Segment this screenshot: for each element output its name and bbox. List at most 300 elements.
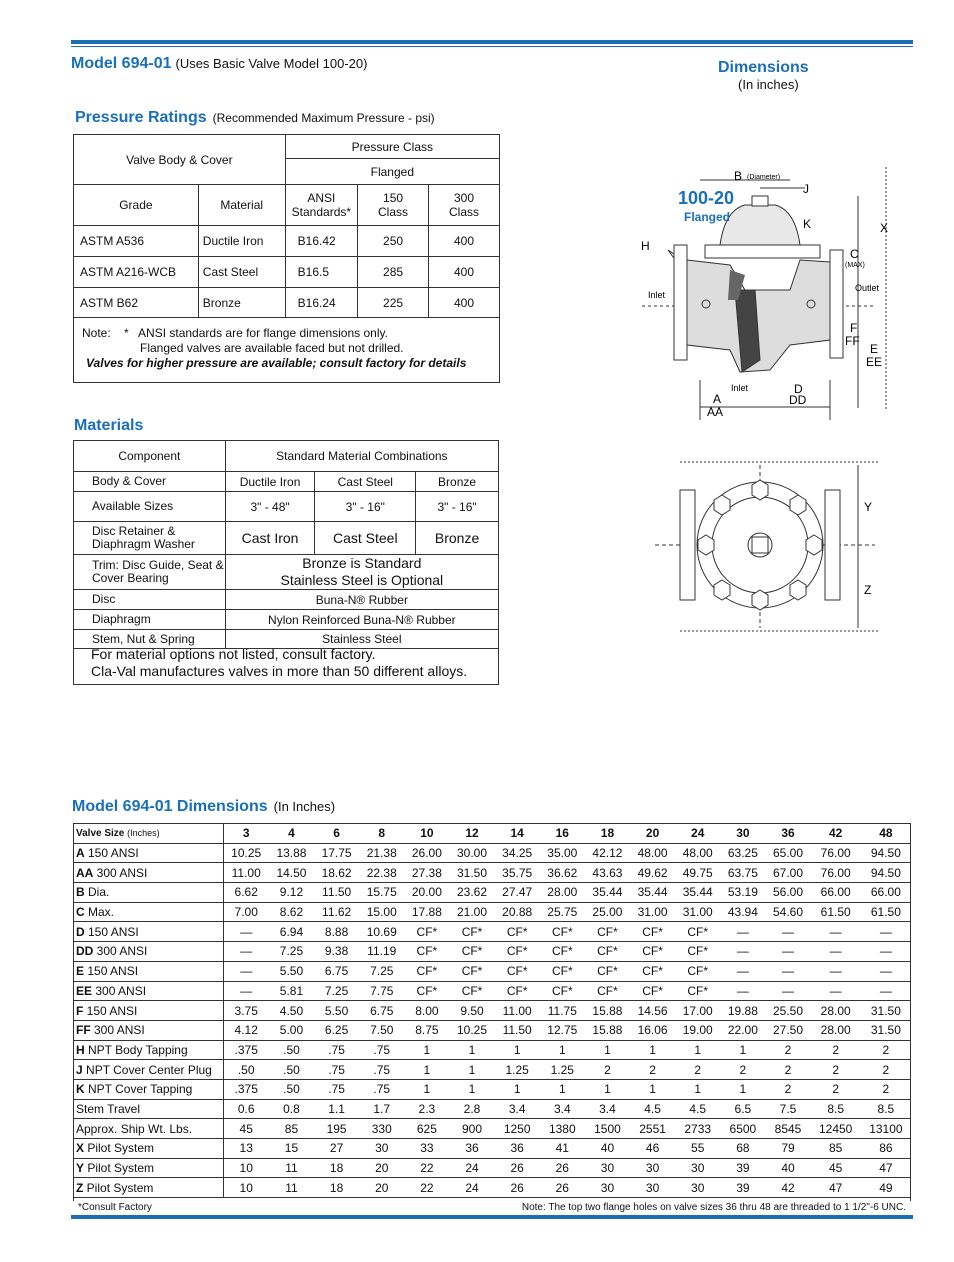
table-cell: 11 bbox=[269, 1178, 314, 1198]
table-cell: 27 bbox=[314, 1139, 359, 1159]
table-cell: 10 bbox=[223, 1158, 269, 1178]
table-cell: CF* bbox=[630, 981, 675, 1001]
table-cell: 13 bbox=[223, 1139, 269, 1159]
label-inlet: Inlet bbox=[648, 290, 666, 300]
table-row bbox=[73, 843, 911, 863]
table-cell: 63.25 bbox=[720, 843, 765, 863]
table-cell: CF* bbox=[675, 922, 720, 942]
label-h: H bbox=[641, 239, 650, 253]
table-cell: 30 bbox=[585, 1178, 630, 1198]
table-row: Trim: Disc Guide, Seat & Cover Bearing Bronze is Standard Stainless Steel is Optional bbox=[74, 555, 499, 590]
table-cell: 18 bbox=[314, 1178, 359, 1198]
row-label: K NPT Cover Tapping bbox=[73, 1079, 223, 1099]
table-cell: 13.88 bbox=[269, 843, 314, 863]
table-cell: 31.50 bbox=[861, 1001, 911, 1021]
table-cell: 8.5 bbox=[861, 1099, 911, 1119]
size-header: 3 bbox=[223, 824, 269, 844]
pr-h-grade: Grade bbox=[74, 185, 199, 226]
table-cell: 15 bbox=[269, 1139, 314, 1159]
table-cell: .50 bbox=[269, 1079, 314, 1099]
size-header: 20 bbox=[630, 824, 675, 844]
table-cell: — bbox=[861, 942, 911, 962]
pr-h-flanged: Flanged bbox=[285, 159, 499, 185]
table-cell: — bbox=[861, 981, 911, 1001]
table-cell: 28.00 bbox=[811, 1020, 861, 1040]
table-cell: 2551 bbox=[630, 1119, 675, 1139]
table-cell: 6.25 bbox=[314, 1020, 359, 1040]
table-cell: 56.00 bbox=[765, 883, 810, 903]
top-rule-thin bbox=[71, 46, 913, 47]
table-cell: 48.00 bbox=[630, 843, 675, 863]
table-cell: 11.62 bbox=[314, 902, 359, 922]
table-cell: 22.38 bbox=[359, 863, 404, 883]
table-cell: .50 bbox=[269, 1040, 314, 1060]
table-cell: 8.5 bbox=[811, 1099, 861, 1119]
table-cell: 11.50 bbox=[495, 1020, 540, 1040]
size-header: 18 bbox=[585, 824, 630, 844]
row-label: H NPT Body Tapping bbox=[73, 1040, 223, 1060]
table-cell: 14.56 bbox=[630, 1001, 675, 1021]
table-cell: 63.75 bbox=[720, 863, 765, 883]
pr-h-ansi: ANSI Standards* bbox=[285, 185, 357, 226]
table-row: Diaphragm Nylon Reinforced Buna-N® Rubber bbox=[74, 610, 499, 630]
table-cell: 85 bbox=[811, 1139, 861, 1159]
table-cell: 1 bbox=[540, 1079, 585, 1099]
table-cell: 42 bbox=[765, 1178, 810, 1198]
table-cell: .375 bbox=[223, 1079, 269, 1099]
label-b: B bbox=[734, 169, 743, 183]
table-row: Disc Buna-N® Rubber bbox=[74, 590, 499, 610]
table-cell: 26.00 bbox=[404, 843, 449, 863]
table-cell: 40 bbox=[585, 1139, 630, 1159]
table-cell: .75 bbox=[314, 1060, 359, 1080]
table-cell: 30 bbox=[675, 1158, 720, 1178]
size-header: 36 bbox=[765, 824, 810, 844]
table-cell: — bbox=[811, 981, 861, 1001]
table-row bbox=[73, 883, 911, 903]
table-cell: CF* bbox=[540, 942, 585, 962]
table-cell: 13100 bbox=[861, 1119, 911, 1139]
table-cell: CF* bbox=[404, 922, 449, 942]
table-row: Disc Retainer & Diaphragm Washer Cast Iron Cast Steel Bronze bbox=[74, 522, 499, 555]
table-cell: 2 bbox=[720, 1060, 765, 1080]
table-cell: 7.25 bbox=[359, 961, 404, 981]
table-cell: 42.12 bbox=[585, 843, 630, 863]
table-cell: 35.44 bbox=[585, 883, 630, 903]
table-row: Stem, Nut & Spring Stainless Steel bbox=[74, 630, 499, 649]
pr-h-material: Material bbox=[198, 185, 285, 226]
label-d: D bbox=[794, 382, 803, 396]
table-cell: 49.62 bbox=[630, 863, 675, 883]
table-cell: 1.25 bbox=[495, 1060, 540, 1080]
table-cell: 6.75 bbox=[359, 1001, 404, 1021]
table-cell: 39 bbox=[720, 1178, 765, 1198]
table-row bbox=[73, 1020, 911, 1040]
flanged-label: Flanged bbox=[684, 210, 731, 224]
table-cell: 30 bbox=[630, 1158, 675, 1178]
table-cell: 15.88 bbox=[585, 1001, 630, 1021]
table-cell: 28.00 bbox=[540, 883, 585, 903]
table-cell: 5.50 bbox=[269, 961, 314, 981]
label-ff: FF bbox=[845, 334, 860, 348]
table-cell: 61.50 bbox=[861, 902, 911, 922]
label-j: J bbox=[803, 182, 809, 196]
dimensions-heading: Dimensions bbox=[718, 59, 809, 76]
table-cell: 1 bbox=[585, 1079, 630, 1099]
table-cell: CF* bbox=[630, 942, 675, 962]
table-cell: 17.00 bbox=[675, 1001, 720, 1021]
table-cell: 27.47 bbox=[495, 883, 540, 903]
label-aa: AA bbox=[707, 405, 724, 419]
table-cell: 36.62 bbox=[540, 863, 585, 883]
table-cell: 35.44 bbox=[675, 883, 720, 903]
table-cell: 45 bbox=[223, 1119, 269, 1139]
table-row bbox=[73, 942, 911, 962]
table-cell: 79 bbox=[765, 1139, 810, 1159]
table-cell: 2733 bbox=[675, 1119, 720, 1139]
table-cell: 4.5 bbox=[675, 1099, 720, 1119]
table-cell: 5.50 bbox=[314, 1001, 359, 1021]
table-cell: 1 bbox=[449, 1079, 494, 1099]
size-header: 42 bbox=[811, 824, 861, 844]
table-cell: 39 bbox=[720, 1158, 765, 1178]
model-label: 100-20 bbox=[678, 188, 735, 208]
table-cell: 26 bbox=[495, 1158, 540, 1178]
table-cell: CF* bbox=[449, 942, 494, 962]
table-cell: 8.00 bbox=[404, 1001, 449, 1021]
table-cell: CF* bbox=[675, 981, 720, 1001]
table-cell: 1 bbox=[404, 1079, 449, 1099]
table-cell: CF* bbox=[540, 922, 585, 942]
materials-note: For material options not listed, consult factory. Cla-Val manufactures valves in more than 50 different alloys. bbox=[73, 643, 499, 685]
table-cell: 27.50 bbox=[765, 1020, 810, 1040]
table-cell: 5.00 bbox=[269, 1020, 314, 1040]
table-cell: — bbox=[811, 942, 861, 962]
table-cell: 21.00 bbox=[449, 902, 494, 922]
table-cell: 45 bbox=[811, 1158, 861, 1178]
size-header: 14 bbox=[495, 824, 540, 844]
table-cell: CF* bbox=[495, 981, 540, 1001]
label-f: F bbox=[850, 321, 858, 335]
table-cell: .75 bbox=[314, 1079, 359, 1099]
table-cell: 1 bbox=[404, 1040, 449, 1060]
size-header: 30 bbox=[720, 824, 765, 844]
table-cell: 1 bbox=[495, 1079, 540, 1099]
table-cell: 1 bbox=[630, 1079, 675, 1099]
table-cell: CF* bbox=[585, 981, 630, 1001]
table-cell: CF* bbox=[495, 961, 540, 981]
table-cell: 1 bbox=[449, 1060, 494, 1080]
row-label: AA 300 ANSI bbox=[73, 863, 223, 883]
table-cell: — bbox=[223, 922, 269, 942]
table-cell: 7.5 bbox=[765, 1099, 810, 1119]
table-cell: 2 bbox=[861, 1040, 911, 1060]
table-cell: 68 bbox=[720, 1139, 765, 1159]
table-cell: 1250 bbox=[495, 1119, 540, 1139]
row-label: J NPT Cover Center Plug bbox=[73, 1060, 223, 1080]
table-row bbox=[73, 902, 911, 922]
label-z: Z bbox=[864, 583, 872, 597]
table-cell: 9.12 bbox=[269, 883, 314, 903]
valve-size-header: Valve Size (Inches) bbox=[73, 824, 223, 844]
table-cell: 26 bbox=[495, 1178, 540, 1198]
title-note: (Uses Basic Valve Model 100-20) bbox=[175, 56, 368, 71]
table-cell: 11.75 bbox=[540, 1001, 585, 1021]
label-y: Y bbox=[864, 500, 873, 514]
table-cell: 6500 bbox=[720, 1119, 765, 1139]
table-cell: 85 bbox=[269, 1119, 314, 1139]
table-cell: CF* bbox=[404, 981, 449, 1001]
table-cell: 67.00 bbox=[765, 863, 810, 883]
page-title: Model 694-01 (Uses Basic Valve Model 100-20) bbox=[71, 55, 368, 72]
row-label: Y Pilot System bbox=[73, 1158, 223, 1178]
row-label: Z Pilot System bbox=[73, 1178, 223, 1198]
table-cell: 25.00 bbox=[585, 902, 630, 922]
table-cell: 4.5 bbox=[630, 1099, 675, 1119]
table-row bbox=[73, 1001, 911, 1021]
table-cell: — bbox=[223, 961, 269, 981]
table-cell: 15.88 bbox=[585, 1020, 630, 1040]
table-cell: 23.62 bbox=[449, 883, 494, 903]
row-label: D 150 ANSI bbox=[73, 922, 223, 942]
table-cell: 8.75 bbox=[404, 1020, 449, 1040]
table-cell: 31.50 bbox=[449, 863, 494, 883]
table-cell: — bbox=[765, 922, 810, 942]
table-cell: 16.06 bbox=[630, 1020, 675, 1040]
table-cell: 11.19 bbox=[359, 942, 404, 962]
table-cell: 4.50 bbox=[269, 1001, 314, 1021]
table-cell: 34.25 bbox=[495, 843, 540, 863]
table-cell: — bbox=[720, 981, 765, 1001]
table-cell: 61.50 bbox=[811, 902, 861, 922]
footnote-left: *Consult Factory bbox=[78, 1202, 152, 1213]
table-cell: 31.50 bbox=[861, 1020, 911, 1040]
size-header: 8 bbox=[359, 824, 404, 844]
table-cell: .75 bbox=[359, 1079, 404, 1099]
table-cell: 18 bbox=[314, 1158, 359, 1178]
table-cell: 1 bbox=[449, 1040, 494, 1060]
table-cell: 6.94 bbox=[269, 922, 314, 942]
row-label: DD 300 ANSI bbox=[73, 942, 223, 962]
table-row bbox=[73, 1060, 911, 1080]
table-row bbox=[73, 1040, 911, 1060]
table-row bbox=[73, 1079, 911, 1099]
table-cell: CF* bbox=[630, 922, 675, 942]
table-cell: — bbox=[223, 942, 269, 962]
table-row bbox=[73, 1139, 911, 1159]
table-cell: 1500 bbox=[585, 1119, 630, 1139]
table-cell: 46 bbox=[630, 1139, 675, 1159]
table-cell: 1 bbox=[585, 1040, 630, 1060]
table-cell: CF* bbox=[449, 981, 494, 1001]
table-cell: 2 bbox=[765, 1079, 810, 1099]
table-cell: 6.62 bbox=[223, 883, 269, 903]
table-cell: 10.25 bbox=[449, 1020, 494, 1040]
table-cell: CF* bbox=[404, 961, 449, 981]
table-cell: 2 bbox=[811, 1040, 861, 1060]
row-label: EE 300 ANSI bbox=[73, 981, 223, 1001]
row-label: B Dia. bbox=[73, 883, 223, 903]
table-cell: 47 bbox=[811, 1178, 861, 1198]
label-c: C bbox=[850, 247, 859, 261]
table-cell: .75 bbox=[359, 1060, 404, 1080]
table-cell: — bbox=[720, 942, 765, 962]
row-label: C Max. bbox=[73, 902, 223, 922]
dimensions-sub: (In inches) bbox=[738, 77, 799, 92]
table-cell: 48.00 bbox=[675, 843, 720, 863]
table-cell: 8545 bbox=[765, 1119, 810, 1139]
size-header: 12 bbox=[449, 824, 494, 844]
materials-heading: Materials bbox=[74, 417, 144, 434]
size-header: 4 bbox=[269, 824, 314, 844]
label-k: K bbox=[803, 217, 812, 231]
table-cell: CF* bbox=[449, 922, 494, 942]
table-cell: 24 bbox=[449, 1158, 494, 1178]
dim-table-heading: Model 694-01 Dimensions (In Inches) bbox=[72, 798, 336, 815]
table-cell: 55 bbox=[675, 1139, 720, 1159]
table-cell: 18.62 bbox=[314, 863, 359, 883]
table-cell: 1 bbox=[404, 1060, 449, 1080]
table-cell: CF* bbox=[495, 942, 540, 962]
dimensions-table bbox=[73, 823, 911, 1198]
table-cell: 7.50 bbox=[359, 1020, 404, 1040]
table-cell: .75 bbox=[314, 1040, 359, 1060]
table-cell: 20 bbox=[359, 1158, 404, 1178]
label-x: X bbox=[880, 221, 889, 235]
materials-table bbox=[73, 440, 499, 649]
table-row bbox=[73, 1099, 911, 1119]
row-label: Stem Travel bbox=[73, 1099, 223, 1119]
pr-h-body: Valve Body & Cover bbox=[74, 135, 286, 185]
table-cell: 76.00 bbox=[811, 863, 861, 883]
table-cell: 65.00 bbox=[765, 843, 810, 863]
table-cell: — bbox=[811, 922, 861, 942]
table-cell: 40 bbox=[765, 1158, 810, 1178]
table-cell: CF* bbox=[495, 922, 540, 942]
table-cell: 19.00 bbox=[675, 1020, 720, 1040]
table-cell: 900 bbox=[449, 1119, 494, 1139]
size-header: 24 bbox=[675, 824, 720, 844]
mat-h-component: Component bbox=[74, 441, 226, 472]
table-cell: CF* bbox=[630, 961, 675, 981]
table-cell: 19.88 bbox=[720, 1001, 765, 1021]
label-ee: EE bbox=[866, 355, 883, 369]
table-cell: — bbox=[223, 981, 269, 1001]
valve-diagram bbox=[630, 150, 900, 640]
table-cell: 7.25 bbox=[314, 981, 359, 1001]
table-cell: 22 bbox=[404, 1158, 449, 1178]
top-rule bbox=[71, 40, 913, 44]
table-cell: 30 bbox=[585, 1158, 630, 1178]
table-cell: 2.3 bbox=[404, 1099, 449, 1119]
table-row: Body & Cover Ductile Iron Cast Steel Bronze bbox=[74, 472, 499, 492]
label-diameter: (Diameter) bbox=[747, 174, 781, 181]
table-row: ASTM B62 Bronze B16.24 225 400 bbox=[74, 288, 500, 318]
table-cell: 195 bbox=[314, 1119, 359, 1139]
table-cell: 7.25 bbox=[269, 942, 314, 962]
table-cell: 1 bbox=[540, 1040, 585, 1060]
table-cell: 9.38 bbox=[314, 942, 359, 962]
table-cell: CF* bbox=[675, 961, 720, 981]
table-cell: 3.4 bbox=[585, 1099, 630, 1119]
table-cell: 21.38 bbox=[359, 843, 404, 863]
table-cell: 11.00 bbox=[223, 863, 269, 883]
table-cell: 26 bbox=[540, 1178, 585, 1198]
table-cell: CF* bbox=[540, 961, 585, 981]
table-cell: 17.88 bbox=[404, 902, 449, 922]
table-cell: 66.00 bbox=[861, 883, 911, 903]
table-cell: 7.00 bbox=[223, 902, 269, 922]
table-cell: 1 bbox=[495, 1040, 540, 1060]
table-cell: 2 bbox=[811, 1079, 861, 1099]
table-row bbox=[73, 1119, 911, 1139]
table-cell: 8.88 bbox=[314, 922, 359, 942]
pr-h-150: 150 Class bbox=[358, 185, 429, 226]
table-cell: 2 bbox=[861, 1060, 911, 1080]
table-cell: 20.88 bbox=[495, 902, 540, 922]
table-cell: 12.75 bbox=[540, 1020, 585, 1040]
pressure-table bbox=[73, 134, 500, 318]
size-header: 6 bbox=[314, 824, 359, 844]
table-cell: 2.8 bbox=[449, 1099, 494, 1119]
table-cell: CF* bbox=[449, 961, 494, 981]
table-cell: 36 bbox=[495, 1139, 540, 1159]
label-outlet: Outlet bbox=[855, 283, 880, 293]
table-row bbox=[73, 863, 911, 883]
table-cell: 31.00 bbox=[630, 902, 675, 922]
table-cell: 66.00 bbox=[811, 883, 861, 903]
table-cell: 49 bbox=[861, 1178, 911, 1198]
table-cell: 49.75 bbox=[675, 863, 720, 883]
table-row bbox=[73, 981, 911, 1001]
table-cell: 2 bbox=[585, 1060, 630, 1080]
table-cell: 9.50 bbox=[449, 1001, 494, 1021]
table-row: ASTM A536 Ductile Iron B16.42 250 400 bbox=[74, 226, 500, 257]
table-cell: 10.69 bbox=[359, 922, 404, 942]
table-cell: 0.6 bbox=[223, 1099, 269, 1119]
table-cell: 11 bbox=[269, 1158, 314, 1178]
table-cell: 1.25 bbox=[540, 1060, 585, 1080]
table-cell: 3.75 bbox=[223, 1001, 269, 1021]
table-row bbox=[73, 961, 911, 981]
table-cell: 25.50 bbox=[765, 1001, 810, 1021]
table-cell: 22 bbox=[404, 1178, 449, 1198]
table-cell: 36 bbox=[449, 1139, 494, 1159]
table-cell: 22.00 bbox=[720, 1020, 765, 1040]
label-inlet-bottom: Inlet bbox=[731, 383, 749, 393]
table-cell: .50 bbox=[223, 1060, 269, 1080]
table-cell: 86 bbox=[861, 1139, 911, 1159]
table-cell: .375 bbox=[223, 1040, 269, 1060]
table-cell: — bbox=[765, 961, 810, 981]
label-dd: DD bbox=[789, 393, 807, 407]
table-cell: 14.50 bbox=[269, 863, 314, 883]
table-cell: 30 bbox=[359, 1139, 404, 1159]
table-cell: 1.1 bbox=[314, 1099, 359, 1119]
table-cell: CF* bbox=[675, 942, 720, 962]
table-cell: 53.19 bbox=[720, 883, 765, 903]
pr-h-300: 300 Class bbox=[429, 185, 500, 226]
table-cell: 5.81 bbox=[269, 981, 314, 1001]
table-cell: 24 bbox=[449, 1178, 494, 1198]
bottom-rule bbox=[71, 1215, 913, 1219]
table-cell: 11.00 bbox=[495, 1001, 540, 1021]
table-cell: 20.00 bbox=[404, 883, 449, 903]
table-row bbox=[73, 922, 911, 942]
table-cell: CF* bbox=[585, 922, 630, 942]
table-cell: 10 bbox=[223, 1178, 269, 1198]
table-cell: 2 bbox=[861, 1079, 911, 1099]
